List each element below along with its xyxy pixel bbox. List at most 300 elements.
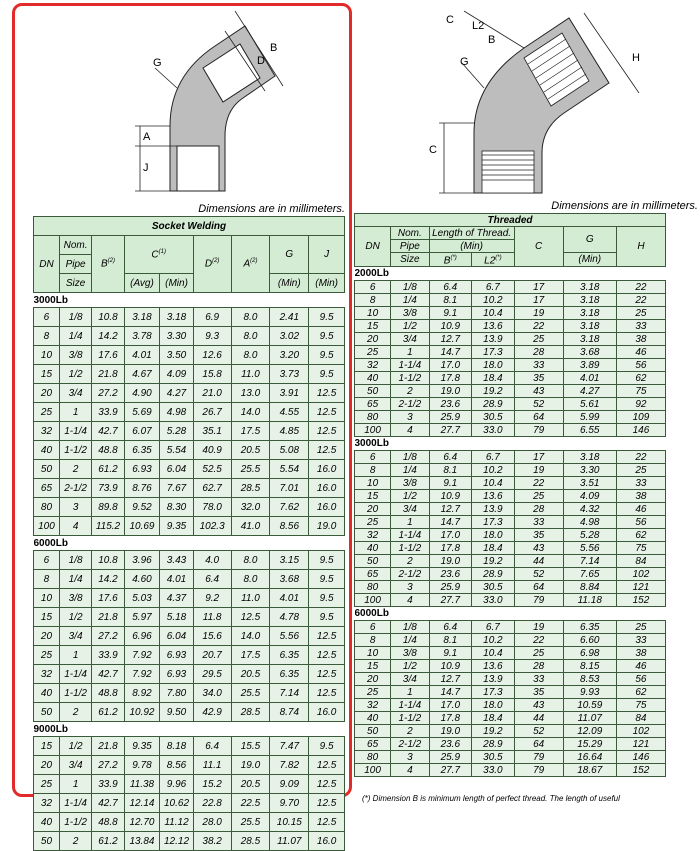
table-cell: 25 <box>514 333 563 346</box>
table-row <box>34 703 345 722</box>
table-cell: 28.9 <box>472 398 515 411</box>
table-cell: 5.18 <box>160 608 193 627</box>
table-cell: 12.5 <box>309 775 345 794</box>
table-cell: 65 <box>355 398 391 411</box>
table-cell: 2-1/2 <box>59 479 91 498</box>
table-cell: 40 <box>355 542 391 555</box>
table-cell: 8 <box>34 570 60 589</box>
table-cell: 8.1 <box>429 464 472 477</box>
table-cell: 3.89 <box>563 359 616 372</box>
pressure-class-row <box>34 536 345 551</box>
table-cell: 8.18 <box>160 737 193 756</box>
table-cell: 8.1 <box>429 294 472 307</box>
table-cell: 102 <box>616 725 665 738</box>
table-cell: 16.0 <box>309 460 345 479</box>
table-cell: 33 <box>514 516 563 529</box>
table-row <box>34 403 345 422</box>
table-cell: 3.91 <box>270 384 309 403</box>
table-cell: 7.92 <box>124 665 160 684</box>
table-cell: 7.92 <box>124 646 160 665</box>
table-cell: 3.30 <box>563 464 616 477</box>
table-cell: 3.18 <box>124 308 160 327</box>
table-cell: 21.8 <box>92 365 124 384</box>
table-cell: 17.3 <box>472 346 515 359</box>
table-cell: 42.7 <box>92 422 124 441</box>
table-cell: 17 <box>514 281 563 294</box>
table-cell: 75 <box>616 699 665 712</box>
table-cell: 3 <box>59 498 91 517</box>
table-cell: 33 <box>514 673 563 686</box>
pressure-class-row <box>355 267 666 281</box>
table-cell: 17.6 <box>92 589 124 608</box>
table-cell: 1/8 <box>59 308 91 327</box>
table-cell: 56 <box>616 673 665 686</box>
table-cell: 40 <box>34 441 60 460</box>
table-cell: 29.5 <box>193 665 231 684</box>
table-cell: 25 <box>616 307 665 320</box>
table-cell: 7.62 <box>270 498 309 517</box>
table-cell: 33 <box>616 634 665 647</box>
header-g: G <box>563 227 616 253</box>
table-cell: 1 <box>391 686 429 699</box>
table-cell: 8 <box>355 294 391 307</box>
table-cell: 1/4 <box>391 634 429 647</box>
table-cell: 13.6 <box>472 320 515 333</box>
table-cell: 6.7 <box>472 281 515 294</box>
table-cell: 3/4 <box>391 673 429 686</box>
footnote: (*) Dimension B is minimum length of perfect thread. The length of useful <box>362 794 620 803</box>
dimension-note: Dimensions are in millimeters. <box>551 200 698 212</box>
table-cell: 3 <box>391 751 429 764</box>
table-cell: 10.15 <box>270 813 309 832</box>
table-cell: 10.9 <box>429 660 472 673</box>
table-cell: 25 <box>355 686 391 699</box>
table-cell: 46 <box>616 346 665 359</box>
table-cell: 6.4 <box>429 451 472 464</box>
table-row <box>355 516 666 529</box>
table-cell: 3.02 <box>270 327 309 346</box>
table-cell: 8 <box>355 634 391 647</box>
table-cell: 27.2 <box>92 756 124 775</box>
table-cell: 1 <box>59 403 91 422</box>
table-cell: 12.5 <box>309 756 345 775</box>
table-cell: 10.59 <box>563 699 616 712</box>
header-g-min: (Min) <box>270 274 309 293</box>
table-cell: 12.5 <box>309 794 345 813</box>
table-cell: 84 <box>616 555 665 568</box>
table-cell: 2 <box>59 703 91 722</box>
table-cell: 21.8 <box>92 608 124 627</box>
table-cell: 9.5 <box>309 608 345 627</box>
table-cell: 25.5 <box>231 684 270 703</box>
table-row <box>34 608 345 627</box>
table-cell: 9.93 <box>563 686 616 699</box>
table-cell: 9.35 <box>124 737 160 756</box>
label-b: B <box>488 34 496 46</box>
table-cell: 14.2 <box>92 570 124 589</box>
table-cell: 14.0 <box>231 627 270 646</box>
table-cell: 43 <box>514 699 563 712</box>
table-cell: 16.0 <box>309 498 345 517</box>
table-cell: 15.2 <box>193 775 231 794</box>
table-cell: 19.2 <box>472 725 515 738</box>
header-length-of-thread: Length of Thread. <box>429 227 514 240</box>
table-cell: 33.0 <box>472 594 515 607</box>
table-cell: 12.70 <box>124 813 160 832</box>
table-cell: 16.0 <box>309 703 345 722</box>
table-cell: 20 <box>34 627 60 646</box>
table-cell: 28.5 <box>231 703 270 722</box>
table-cell: 22 <box>616 294 665 307</box>
dimension-note: Dimensions are in millimeters. <box>198 203 345 215</box>
table-cell: 33 <box>514 359 563 372</box>
table-cell: 12.5 <box>309 813 345 832</box>
table-cell: 8.84 <box>563 581 616 594</box>
threaded-elbow-drawing <box>424 3 664 198</box>
table-cell: 10.4 <box>472 477 515 490</box>
table-cell: 17.8 <box>429 372 472 385</box>
table-cell: 12.7 <box>429 503 472 516</box>
table-row <box>34 517 345 536</box>
table-cell: 4 <box>391 764 429 777</box>
table-cell: 4.78 <box>270 608 309 627</box>
table-cell: 10.2 <box>472 294 515 307</box>
table-cell: 6.04 <box>160 627 193 646</box>
table-row <box>34 756 345 775</box>
header-h: H <box>616 227 665 267</box>
table-cell: 26.7 <box>193 403 231 422</box>
table-cell: 6.93 <box>160 665 193 684</box>
table-cell: 61.2 <box>92 832 124 851</box>
table-cell: 8.0 <box>231 346 270 365</box>
table-cell: 9.5 <box>309 737 345 756</box>
table-cell: 12.14 <box>124 794 160 813</box>
table-cell: 1-1/2 <box>59 684 91 703</box>
header-j: J <box>309 236 345 274</box>
table-cell: 8.15 <box>563 660 616 673</box>
table-cell: 16.0 <box>309 832 345 851</box>
table-cell: 115.2 <box>92 517 124 536</box>
table-cell: 11.1 <box>193 756 231 775</box>
table-cell: 3.18 <box>563 281 616 294</box>
table-cell: 1-1/2 <box>391 712 429 725</box>
table-cell: 16.64 <box>563 751 616 764</box>
table-cell: 9.09 <box>270 775 309 794</box>
table-cell: 10 <box>355 647 391 660</box>
table-cell: 17.0 <box>429 529 472 542</box>
table-cell: 65 <box>355 568 391 581</box>
table-cell: 20 <box>34 756 60 775</box>
table-cell: 32 <box>34 794 60 813</box>
table-cell: 102 <box>616 568 665 581</box>
table-cell: 12.5 <box>309 441 345 460</box>
header-lot-min: (Min) <box>429 240 514 253</box>
table-cell: 32 <box>355 529 391 542</box>
table-cell: 6.55 <box>563 424 616 437</box>
table-cell: 50 <box>355 725 391 738</box>
table-cell: 2-1/2 <box>391 568 429 581</box>
table-cell: 14.0 <box>231 403 270 422</box>
table-cell: 22 <box>514 320 563 333</box>
table-cell: 5.54 <box>160 441 193 460</box>
table-cell: 11.0 <box>231 365 270 384</box>
table-cell: 4.32 <box>563 503 616 516</box>
table-cell: 3 <box>391 581 429 594</box>
table-cell: 6.07 <box>124 422 160 441</box>
table-cell: 11.0 <box>231 589 270 608</box>
table-cell: 17.5 <box>231 646 270 665</box>
socket-welding-table <box>33 216 345 851</box>
table-cell: 5.97 <box>124 608 160 627</box>
header-g-min: (Min) <box>563 253 616 267</box>
table-cell: 25.9 <box>429 751 472 764</box>
table-cell: 19.0 <box>231 756 270 775</box>
table-cell: 3/8 <box>59 589 91 608</box>
table-cell: 6.35 <box>270 646 309 665</box>
table-cell: 30.5 <box>472 581 515 594</box>
table-cell: 75 <box>616 542 665 555</box>
header-c-avg: (Avg) <box>124 274 160 293</box>
table-row <box>355 594 666 607</box>
table-cell: 40 <box>34 684 60 703</box>
table-cell: 50 <box>355 555 391 568</box>
table-row <box>34 460 345 479</box>
table-cell: 33.9 <box>92 403 124 422</box>
table-cell: 3/4 <box>59 384 91 403</box>
table-row <box>355 542 666 555</box>
table-cell: 152 <box>616 594 665 607</box>
table-cell: 3.18 <box>563 294 616 307</box>
table-cell: 27.7 <box>429 764 472 777</box>
threaded-panel <box>354 3 698 803</box>
table-cell: 9.78 <box>124 756 160 775</box>
table-cell: 18.4 <box>472 712 515 725</box>
table-cell: 8.0 <box>231 551 270 570</box>
table-cell: 22 <box>514 477 563 490</box>
table-cell: 1-1/2 <box>59 441 91 460</box>
table-cell: 12.12 <box>160 832 193 851</box>
table-row <box>355 686 666 699</box>
table-cell: 5.08 <box>270 441 309 460</box>
table-cell: 52 <box>514 398 563 411</box>
table-cell: 12.5 <box>309 627 345 646</box>
table-cell: 100 <box>34 517 60 536</box>
table-cell: 80 <box>355 581 391 594</box>
table-cell: 32 <box>355 699 391 712</box>
table-cell: 8.1 <box>429 634 472 647</box>
table-cell: 33 <box>616 320 665 333</box>
table-cell: 25 <box>616 464 665 477</box>
table-cell: 10.62 <box>160 794 193 813</box>
header-c-min: (Min) <box>160 274 193 293</box>
table-row <box>34 479 345 498</box>
table-cell: 48.8 <box>92 813 124 832</box>
table-cell: 6.93 <box>124 460 160 479</box>
table-cell: 7.67 <box>160 479 193 498</box>
table-cell: 12.5 <box>231 608 270 627</box>
table-cell: 3/4 <box>59 756 91 775</box>
table-cell: 19 <box>514 464 563 477</box>
table-cell: 9.2 <box>193 589 231 608</box>
table-cell: 19 <box>514 621 563 634</box>
table-row <box>355 647 666 660</box>
table-cell: 14.7 <box>429 516 472 529</box>
table-cell: 35.1 <box>193 422 231 441</box>
table-cell: 13.6 <box>472 660 515 673</box>
table-cell: 19 <box>514 307 563 320</box>
table-cell: 64 <box>514 581 563 594</box>
table-cell: 1/4 <box>59 570 91 589</box>
table-cell: 28 <box>514 660 563 673</box>
table-cell: 8.0 <box>231 327 270 346</box>
table-cell: 30.5 <box>472 411 515 424</box>
table-cell: 17.6 <box>92 346 124 365</box>
table-cell: 6.4 <box>429 281 472 294</box>
table-cell: 4.37 <box>160 589 193 608</box>
table-cell: 65 <box>34 479 60 498</box>
table-row <box>34 327 345 346</box>
table-cell: 1/4 <box>391 464 429 477</box>
table-title: Socket Welding <box>34 217 345 236</box>
pressure-class-row <box>34 293 345 308</box>
table-cell: 4.01 <box>563 372 616 385</box>
table-cell: 35 <box>514 686 563 699</box>
table-cell: 4.98 <box>563 516 616 529</box>
table-cell: 42.9 <box>193 703 231 722</box>
table-cell: 79 <box>514 751 563 764</box>
table-cell: 17.0 <box>429 699 472 712</box>
table-cell: 1-1/4 <box>59 794 91 813</box>
table-cell: 15 <box>34 737 60 756</box>
table-cell: 3.18 <box>563 333 616 346</box>
table-row <box>355 477 666 490</box>
table-cell: 6 <box>355 451 391 464</box>
table-cell: 9.35 <box>160 517 193 536</box>
table-cell: 9.5 <box>309 589 345 608</box>
table-cell: 12.7 <box>429 673 472 686</box>
header-j-min: (Min) <box>309 274 345 293</box>
table-cell: 9.50 <box>160 703 193 722</box>
table-cell: 19.0 <box>429 555 472 568</box>
table-cell: 9.5 <box>309 308 345 327</box>
table-cell: 10 <box>355 477 391 490</box>
table-cell: 6.7 <box>472 451 515 464</box>
table-cell: 6.35 <box>563 621 616 634</box>
table-cell: 15 <box>355 490 391 503</box>
table-cell: 3.18 <box>563 451 616 464</box>
table-row <box>355 634 666 647</box>
table-cell: 9.1 <box>429 647 472 660</box>
header-nps-1: Nom. <box>59 236 91 255</box>
table-cell: 38 <box>616 490 665 503</box>
table-row <box>34 422 345 441</box>
header-l2: L2(*) <box>472 253 515 267</box>
table-cell: 12.5 <box>309 403 345 422</box>
table-cell: 75 <box>616 385 665 398</box>
table-cell: 3.20 <box>270 346 309 365</box>
table-cell: 42.7 <box>92 665 124 684</box>
header-c: $C^{(1)}$ <box>124 236 193 274</box>
table-cell: 3.18 <box>563 307 616 320</box>
table-cell: 3/8 <box>391 477 429 490</box>
table-cell: 40.9 <box>193 441 231 460</box>
table-cell: 28.9 <box>472 738 515 751</box>
table-cell: 9.5 <box>309 551 345 570</box>
table-row <box>355 490 666 503</box>
table-row <box>34 365 345 384</box>
table-cell: 5.56 <box>270 627 309 646</box>
header-dn: DN <box>34 236 60 293</box>
table-cell: 2-1/2 <box>391 398 429 411</box>
table-cell: 10.9 <box>429 320 472 333</box>
table-cell: 33.9 <box>92 646 124 665</box>
table-cell: 6.04 <box>160 460 193 479</box>
table-cell: 50 <box>34 460 60 479</box>
table-cell: 1-1/4 <box>59 422 91 441</box>
table-row <box>355 529 666 542</box>
table-cell: 18.0 <box>472 529 515 542</box>
table-cell: 100 <box>355 594 391 607</box>
table-cell: 61.2 <box>92 703 124 722</box>
table-cell: 18.0 <box>472 359 515 372</box>
table-row <box>34 346 345 365</box>
table-cell: 2.41 <box>270 308 309 327</box>
table-cell: 12.5 <box>309 422 345 441</box>
table-cell: 79 <box>514 424 563 437</box>
table-cell: 5.99 <box>563 411 616 424</box>
table-cell: 19.0 <box>309 517 345 536</box>
table-cell: 6.96 <box>124 627 160 646</box>
table-cell: 23.6 <box>429 738 472 751</box>
table-cell: 4.67 <box>124 365 160 384</box>
table-cell: 10.4 <box>472 307 515 320</box>
table-cell: 52.5 <box>193 460 231 479</box>
header-b: B(*) <box>429 253 472 267</box>
table-cell: 7.14 <box>563 555 616 568</box>
table-cell: 32.0 <box>231 498 270 517</box>
table-cell: 4 <box>59 517 91 536</box>
table-row <box>355 294 666 307</box>
table-cell: 22.5 <box>231 794 270 813</box>
table-row <box>355 398 666 411</box>
label-h: H <box>632 52 640 64</box>
table-row <box>34 589 345 608</box>
table-cell: 6.93 <box>160 646 193 665</box>
table-cell: 8 <box>34 327 60 346</box>
table-cell: 1/8 <box>391 451 429 464</box>
header-c: C <box>514 227 563 267</box>
table-cell: 28.5 <box>231 832 270 851</box>
table-cell: 6.4 <box>193 570 231 589</box>
table-row <box>34 813 345 832</box>
table-cell: 15 <box>34 365 60 384</box>
table-cell: 13.9 <box>472 333 515 346</box>
table-cell: 12.7 <box>429 333 472 346</box>
table-cell: 2 <box>59 832 91 851</box>
table-cell: 4.01 <box>160 570 193 589</box>
table-cell: 25 <box>34 403 60 422</box>
table-cell: 6.7 <box>472 621 515 634</box>
table-cell: 41.0 <box>231 517 270 536</box>
pressure-class-label: 9000Lb <box>34 722 345 737</box>
table-cell: 3.73 <box>270 365 309 384</box>
table-cell: 28 <box>514 503 563 516</box>
table-cell: 1 <box>391 346 429 359</box>
table-cell: 25 <box>34 646 60 665</box>
table-cell: 17.0 <box>429 359 472 372</box>
table-cell: 6.98 <box>563 647 616 660</box>
table-row <box>355 385 666 398</box>
